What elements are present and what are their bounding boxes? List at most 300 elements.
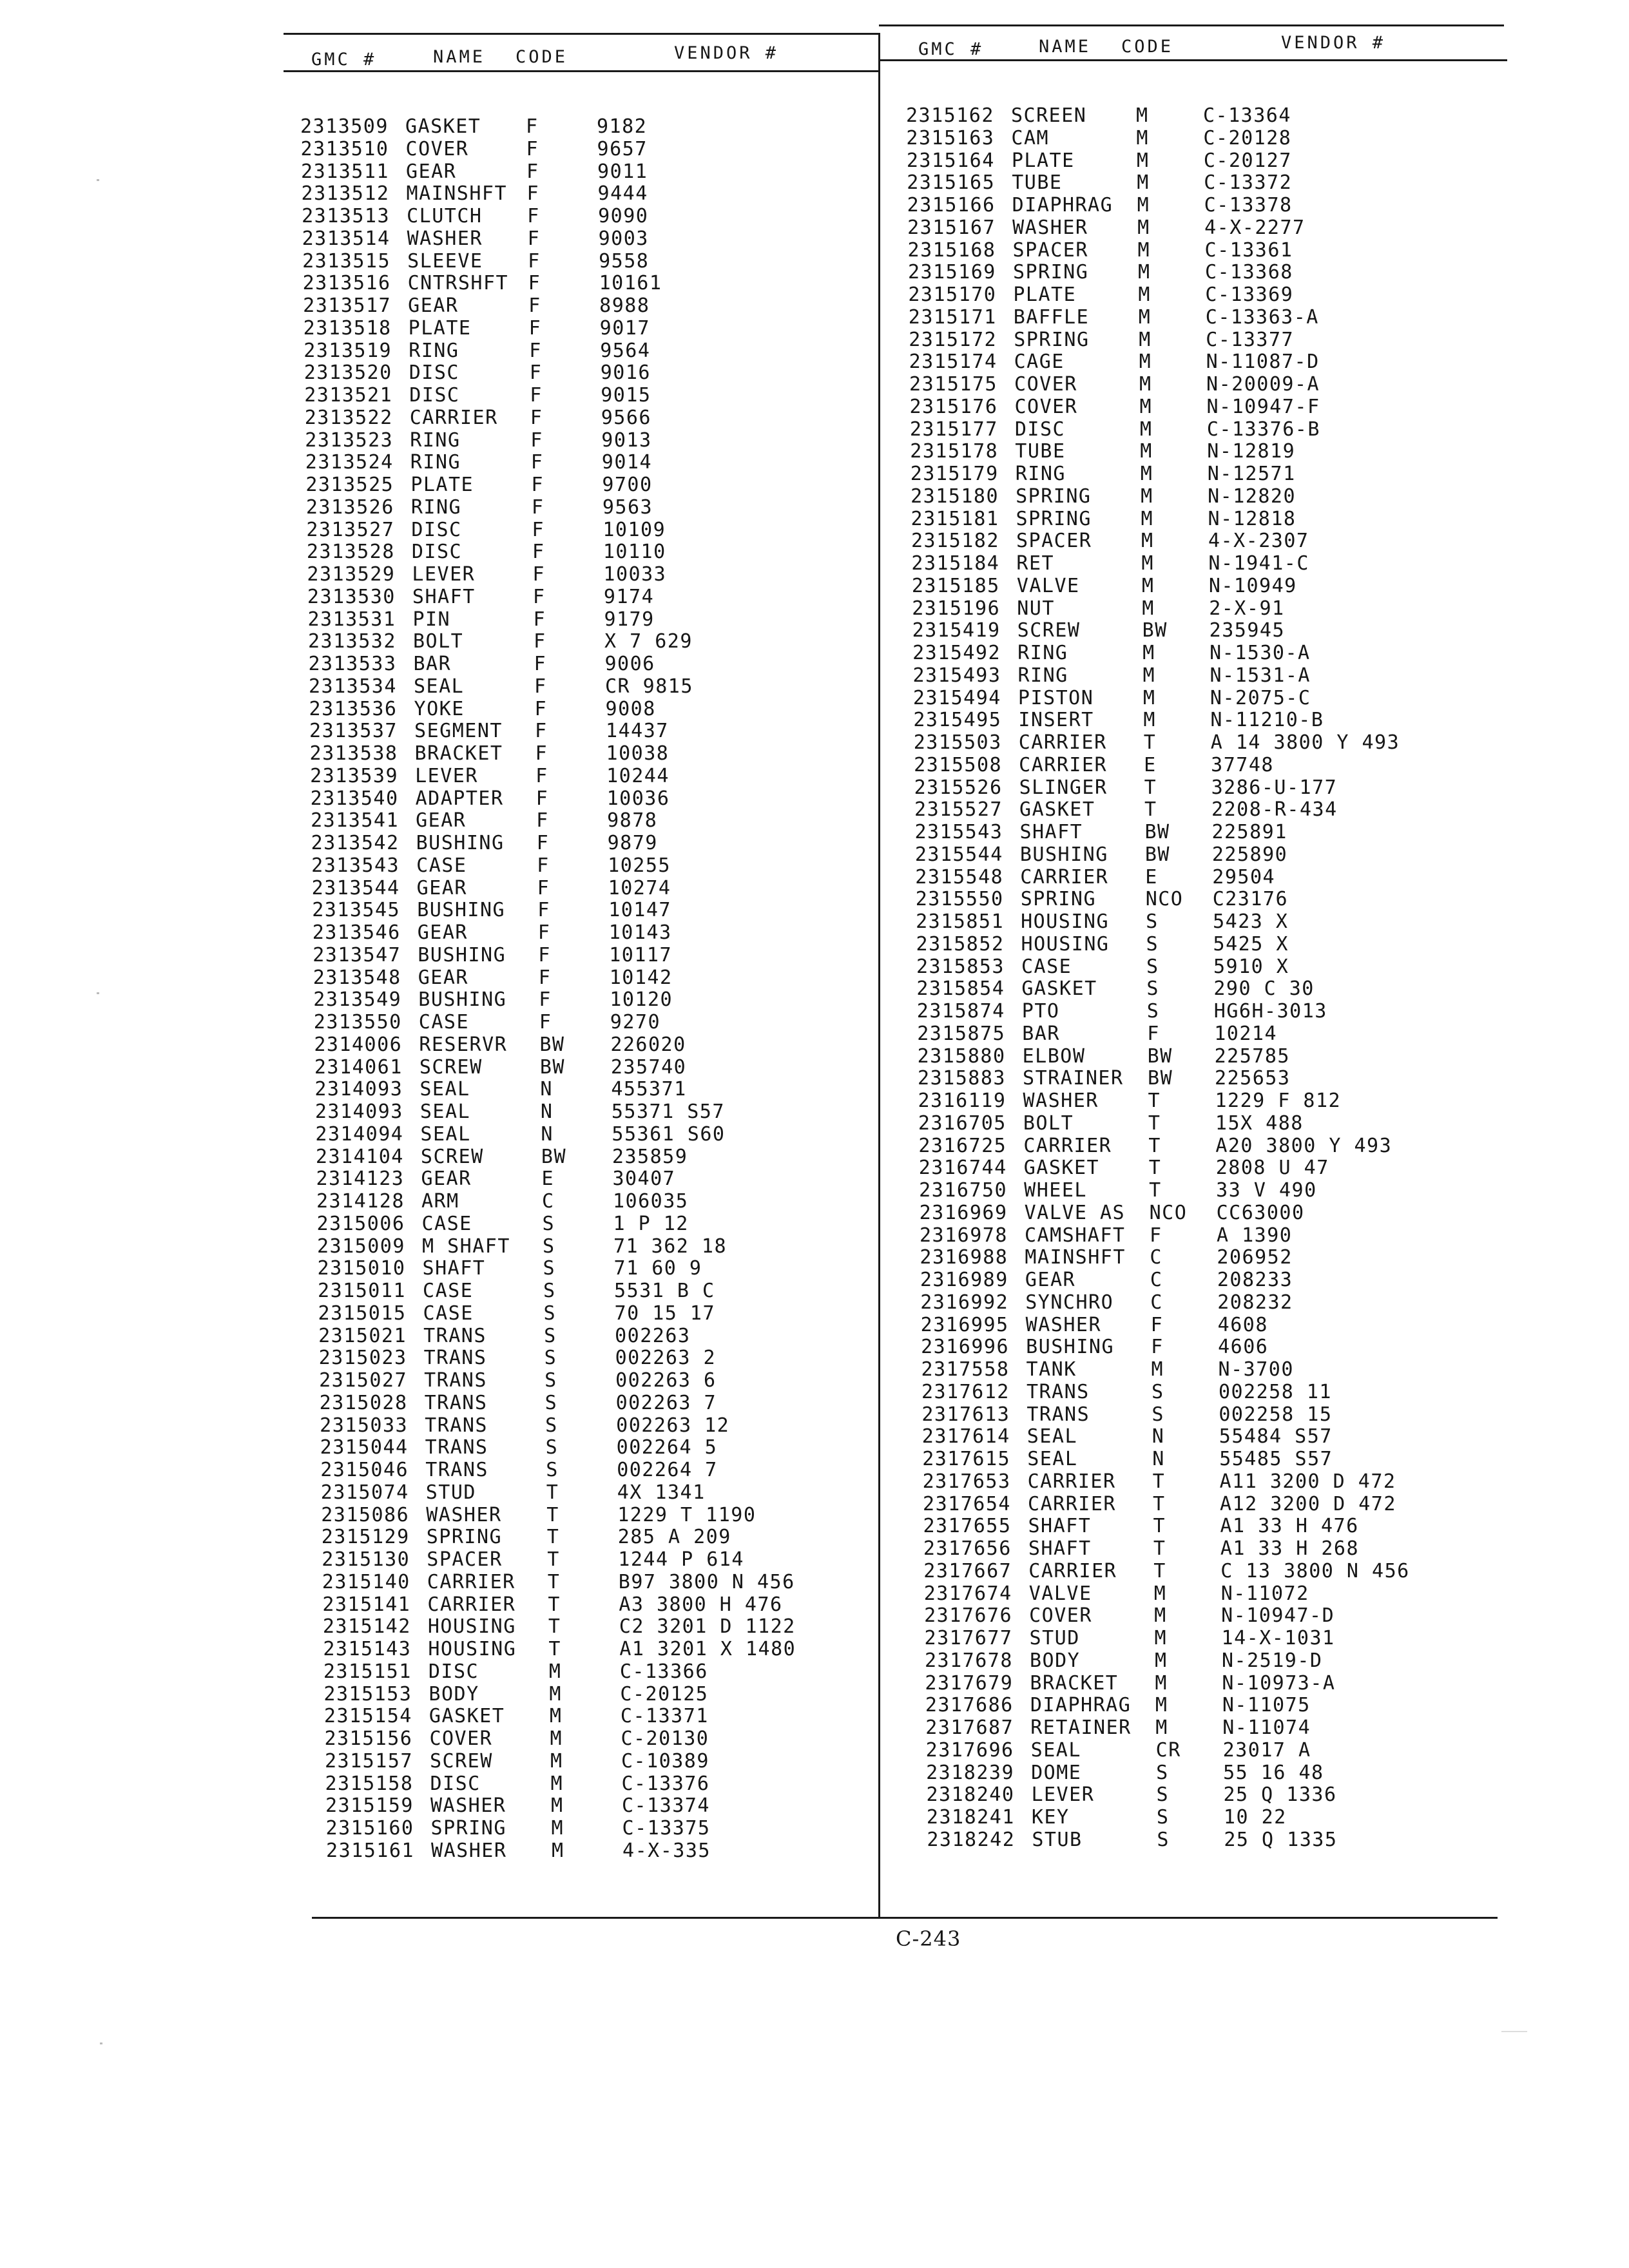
part-gmc: 2315140 — [322, 1570, 410, 1593]
part-code: M — [1139, 351, 1152, 374]
right-header-name: NAME — [1039, 37, 1092, 57]
part-vendor: N-3700 — [1218, 1358, 1294, 1381]
part-vendor: 10244 — [606, 764, 670, 787]
part-gmc: 2314104 — [315, 1145, 404, 1168]
part-name: GEAR — [416, 809, 467, 832]
part-code: C — [1150, 1291, 1163, 1314]
part-gmc: 2313529 — [307, 563, 396, 586]
part-vendor: 10255 — [608, 854, 671, 877]
part-code: M — [1136, 104, 1149, 127]
part-name: PIN — [412, 608, 451, 631]
part-code: S — [1152, 1403, 1164, 1426]
right-header-code: CODE — [1121, 37, 1174, 57]
part-vendor: 10110 — [602, 541, 666, 564]
part-name: DISC — [411, 541, 463, 564]
part-vendor: 1229 F 812 — [1215, 1090, 1342, 1112]
part-name: BUSHING — [1019, 843, 1108, 866]
part-vendor: N-11072 — [1220, 1582, 1309, 1605]
part-gmc: 2316969 — [919, 1201, 1008, 1224]
part-name: CARRIER — [409, 406, 498, 429]
part-code: M — [1151, 1358, 1164, 1381]
part-gmc: 2315508 — [914, 753, 1003, 776]
part-code: T — [546, 1503, 559, 1526]
part-gmc: 2315158 — [325, 1772, 414, 1795]
part-code: T — [1144, 798, 1157, 822]
part-vendor: C-13375 — [622, 1817, 711, 1840]
part-name: WASHER — [426, 1503, 502, 1526]
part-code: F — [538, 966, 552, 989]
part-gmc: 2315419 — [912, 619, 1001, 642]
part-vendor: 10142 — [609, 966, 673, 989]
part-gmc: 2315159 — [325, 1794, 414, 1818]
part-vendor: 29504 — [1212, 865, 1276, 889]
part-name: WASHER — [1023, 1090, 1099, 1112]
part-code: BW — [1148, 1067, 1173, 1090]
part-vendor: 002263 6 — [615, 1369, 717, 1392]
part-code: F — [527, 205, 540, 227]
part-name: STUD — [425, 1481, 476, 1504]
part-name: SPRING — [1012, 261, 1089, 284]
part-vendor: 55361 S60 — [612, 1122, 726, 1146]
part-code: F — [535, 742, 548, 765]
part-name: RETAINER — [1030, 1716, 1132, 1739]
part-gmc: 2316750 — [919, 1179, 1008, 1202]
part-code: F — [535, 764, 548, 787]
part-gmc: 2317687 — [925, 1716, 1014, 1739]
part-name: SEAL — [419, 1078, 470, 1101]
part-name: CAGE — [1014, 351, 1065, 374]
part-code: M — [548, 1660, 562, 1683]
part-name: RET — [1016, 552, 1055, 575]
part-gmc: 2313509 — [300, 115, 389, 138]
part-code: T — [548, 1638, 561, 1660]
part-vendor: 9014 — [601, 451, 653, 474]
part-gmc: 2315548 — [915, 865, 1004, 889]
part-code: M — [1137, 216, 1150, 239]
part-name: PLATE — [1013, 284, 1077, 306]
part-gmc: 2315015 — [318, 1302, 407, 1325]
part-vendor: A1 33 H 268 — [1220, 1537, 1360, 1560]
part-vendor: N-10949 — [1208, 574, 1297, 597]
part-code: F — [539, 1011, 552, 1033]
part-name: SPRING — [1016, 485, 1092, 508]
part-code: F — [537, 854, 550, 877]
part-code: T — [1143, 731, 1157, 754]
part-code: M — [549, 1682, 562, 1706]
part-name: CASE — [418, 1011, 470, 1033]
part-gmc: 2313513 — [302, 205, 390, 227]
part-name: DIAPHRAG — [1012, 194, 1113, 216]
part-code: E — [1145, 865, 1158, 889]
part-vendor: A 14 3800 Y 493 — [1210, 731, 1400, 754]
part-name: BUSHING — [418, 943, 506, 966]
part-code: N — [540, 1078, 553, 1101]
part-vendor: C-13376-B — [1206, 418, 1320, 441]
part-gmc: 2315168 — [907, 238, 996, 262]
part-gmc: 2313539 — [310, 764, 399, 787]
part-gmc: 2315880 — [917, 1044, 1006, 1068]
part-vendor: N-12819 — [1207, 440, 1296, 463]
part-vendor: C-13376 — [621, 1772, 710, 1795]
part-gmc: 2313527 — [306, 518, 395, 541]
part-code: BW — [539, 1055, 565, 1079]
part-code: M — [1155, 1716, 1168, 1739]
part-code: F — [1150, 1313, 1164, 1336]
part-gmc: 2315174 — [909, 351, 998, 374]
part-name: SPRING — [430, 1817, 506, 1840]
part-name: TRANS — [1027, 1403, 1090, 1426]
part-code: T — [548, 1593, 561, 1616]
part-code: F — [526, 115, 539, 138]
part-code: F — [536, 832, 550, 854]
part-code: M — [550, 1749, 563, 1773]
part-gmc: 2315129 — [321, 1526, 410, 1549]
part-vendor: 9008 — [605, 697, 656, 720]
part-vendor: 9444 — [597, 182, 648, 206]
part-vendor: N-20009-A — [1206, 373, 1320, 396]
part-vendor: 9563 — [602, 495, 653, 519]
part-gmc: 2318240 — [926, 1783, 1015, 1807]
part-name: DOME — [1031, 1761, 1082, 1784]
part-gmc: 2315157 — [324, 1749, 413, 1773]
part-name: CASE — [416, 854, 467, 877]
part-vendor: 10143 — [608, 921, 672, 944]
part-vendor: 4X 1341 — [617, 1481, 706, 1504]
part-name: COVER — [429, 1727, 493, 1750]
scan-speck — [97, 992, 99, 994]
part-vendor: 9016 — [600, 361, 651, 385]
part-code: M — [1136, 149, 1150, 172]
part-gmc: 2315495 — [913, 709, 1002, 732]
part-code: M — [550, 1727, 563, 1750]
part-gmc: 2315544 — [914, 843, 1003, 866]
part-gmc: 2313548 — [313, 966, 401, 989]
part-gmc: 2315854 — [916, 977, 1005, 1001]
part-gmc: 2315527 — [914, 798, 1003, 822]
part-vendor: 5531 B C — [614, 1280, 715, 1302]
part-gmc: 2316988 — [920, 1246, 1008, 1269]
part-name: VALVE — [1028, 1582, 1092, 1605]
part-code: NCO — [1149, 1201, 1188, 1224]
part-code: M — [1136, 126, 1149, 149]
part-name: PLATE — [408, 316, 472, 340]
part-gmc: 2313523 — [305, 428, 394, 452]
part-name: BOLT — [412, 630, 464, 653]
part-name: CARRIER — [1028, 1559, 1117, 1582]
part-gmc: 2314094 — [315, 1122, 404, 1146]
part-vendor: 9700 — [602, 474, 653, 496]
part-vendor: 5423 X — [1213, 910, 1289, 933]
part-code: S — [1151, 1380, 1164, 1403]
part-code: T — [1148, 1111, 1161, 1135]
part-vendor: 225890 — [1211, 843, 1288, 866]
part-gmc: 2315046 — [320, 1459, 409, 1481]
part-code: CR — [1155, 1738, 1181, 1762]
part-code: M — [1155, 1694, 1168, 1717]
left-header-vendor: VENDOR # — [674, 43, 779, 63]
part-name: GASKET — [405, 115, 481, 138]
part-gmc: 2313516 — [302, 272, 391, 295]
part-name: HOUSING — [1021, 932, 1110, 956]
part-code: F — [530, 451, 544, 474]
part-gmc: 2313542 — [311, 832, 400, 854]
part-code: S — [1146, 932, 1159, 956]
part-name: GASKET — [1021, 977, 1097, 1001]
part-code: S — [1146, 910, 1159, 933]
part-vendor: 9558 — [599, 249, 650, 273]
part-name: M SHAFT — [422, 1235, 510, 1258]
part-vendor: 4-X-335 — [622, 1839, 711, 1862]
part-gmc: 2315176 — [909, 395, 998, 418]
part-code: S — [546, 1459, 559, 1481]
part-name: CAM — [1011, 126, 1050, 149]
part-vendor: 55371 S57 — [611, 1100, 725, 1123]
part-name: DIAPHRAG — [1030, 1694, 1132, 1717]
part-name: HOUSING — [428, 1638, 517, 1660]
part-name: WASHER — [407, 227, 483, 250]
part-name: PISTON — [1017, 686, 1094, 709]
part-code: F — [533, 630, 546, 653]
part-code: F — [526, 182, 540, 206]
part-gmc: 2313538 — [309, 742, 398, 765]
part-code: M — [1154, 1627, 1168, 1649]
part-vendor: 10038 — [606, 742, 670, 765]
part-code: S — [543, 1302, 557, 1325]
part-vendor: 235740 — [610, 1055, 687, 1079]
part-code: F — [1151, 1336, 1164, 1359]
part-vendor: 225785 — [1214, 1044, 1290, 1068]
part-name: MAINSHFT — [1025, 1246, 1126, 1269]
part-code: M — [1137, 238, 1151, 262]
part-vendor: N-12571 — [1207, 463, 1296, 485]
part-name: TRANS — [424, 1391, 488, 1414]
part-gmc: 2313534 — [309, 675, 397, 698]
part-vendor: 25 Q 1335 — [1224, 1828, 1338, 1851]
part-gmc: 2317654 — [923, 1492, 1011, 1515]
part-code: S — [1156, 1806, 1170, 1829]
part-vendor: 002263 2 — [615, 1347, 717, 1370]
part-gmc: 2313528 — [306, 541, 395, 564]
scan-speck — [1501, 2031, 1527, 2032]
part-vendor: 25 Q 1336 — [1223, 1783, 1337, 1807]
part-name: BUSHING — [418, 988, 507, 1012]
part-vendor: 70 15 17 — [614, 1302, 716, 1325]
part-gmc: 2313525 — [305, 474, 394, 496]
part-name: DISC — [409, 384, 460, 407]
part-vendor: C-13378 — [1204, 194, 1293, 216]
part-code: M — [1137, 261, 1151, 284]
part-code: S — [1157, 1828, 1170, 1851]
part-gmc: 2315130 — [322, 1548, 410, 1571]
part-gmc: 2316725 — [918, 1134, 1007, 1157]
part-code: F — [534, 697, 548, 720]
part-name: BOLT — [1023, 1111, 1074, 1135]
part-gmc: 2315503 — [913, 731, 1002, 754]
part-code: T — [547, 1548, 560, 1571]
part-name: LEVER — [412, 563, 476, 586]
part-code: M — [1140, 440, 1153, 463]
part-code: M — [1154, 1649, 1168, 1672]
part-name: SCREW — [420, 1145, 484, 1168]
part-vendor: N-11210-B — [1210, 709, 1324, 732]
part-vendor: 5910 X — [1213, 955, 1289, 978]
part-name: GASKET — [1023, 1157, 1100, 1180]
part-code: S — [1146, 1000, 1160, 1023]
part-vendor: N-11087-D — [1206, 351, 1320, 374]
part-vendor: 002258 15 — [1219, 1403, 1333, 1426]
part-vendor: N-10973-A — [1222, 1671, 1336, 1695]
part-code: M — [1142, 597, 1155, 620]
part-vendor: C-13374 — [622, 1794, 710, 1818]
part-name: COVER — [1014, 373, 1077, 396]
part-vendor: 9017 — [599, 316, 650, 340]
part-name: BRACKET — [1030, 1671, 1119, 1695]
part-vendor: 2-X-91 — [1209, 597, 1285, 620]
part-gmc: 2315162 — [906, 104, 994, 127]
part-vendor: 10147 — [608, 899, 671, 922]
part-code: T — [1152, 1470, 1166, 1493]
part-code: N — [1152, 1448, 1165, 1470]
part-vendor: 10036 — [606, 787, 670, 810]
part-gmc: 2315163 — [906, 126, 995, 149]
part-name: WASHER — [430, 1794, 506, 1818]
part-name: CASE — [423, 1280, 474, 1302]
part-code: F — [1147, 1022, 1160, 1045]
part-gmc: 2315151 — [323, 1660, 412, 1683]
part-code: E — [541, 1168, 554, 1191]
part-gmc: 2313518 — [303, 316, 392, 340]
part-vendor: A1 3201 X 1480 — [619, 1638, 796, 1660]
part-name: SEAL — [1027, 1448, 1078, 1470]
part-gmc: 2313510 — [300, 137, 389, 160]
part-code: BW — [1142, 619, 1168, 642]
part-vendor: C-13377 — [1206, 328, 1295, 351]
part-vendor: 225891 — [1211, 821, 1287, 843]
part-vendor: 30407 — [612, 1168, 676, 1191]
part-code: M — [1137, 171, 1150, 195]
part-code: M — [1153, 1582, 1167, 1605]
left-header-code: CODE — [516, 47, 568, 67]
part-name: LEVER — [1031, 1783, 1095, 1807]
part-gmc: 2313512 — [301, 182, 390, 206]
part-vendor: 1 P 12 — [613, 1212, 689, 1235]
part-name: STUD — [1029, 1627, 1080, 1649]
part-vendor: 208233 — [1217, 1269, 1293, 1291]
part-code: F — [529, 339, 542, 362]
part-gmc: 2316744 — [918, 1157, 1007, 1180]
part-vendor: A20 3800 Y 493 — [1215, 1134, 1393, 1157]
part-name: YOKE — [414, 697, 465, 720]
part-code: F — [533, 608, 546, 631]
part-vendor: 55 16 48 — [1223, 1761, 1324, 1784]
part-code: F — [532, 585, 546, 608]
part-gmc: 2315033 — [320, 1414, 409, 1437]
part-code: F — [530, 428, 543, 452]
part-gmc: 2317558 — [921, 1358, 1010, 1381]
part-name: LEVER — [415, 764, 478, 787]
part-gmc: 2315165 — [907, 171, 996, 195]
part-name: BRACKET — [414, 742, 503, 765]
part-name: WASHER — [1012, 216, 1088, 239]
part-code: F — [528, 249, 541, 273]
part-vendor: 10120 — [610, 988, 673, 1012]
part-vendor: 002263 — [615, 1324, 691, 1347]
part-name: SPRING — [1016, 507, 1092, 530]
part-code: M — [552, 1839, 564, 1862]
part-vendor: C-13364 — [1203, 104, 1291, 127]
part-gmc: 2315143 — [323, 1638, 412, 1660]
part-gmc: 2313521 — [304, 384, 393, 407]
part-vendor: 106035 — [612, 1190, 689, 1213]
part-gmc: 2315182 — [911, 530, 999, 553]
scan-speck — [97, 179, 99, 181]
part-vendor: 9270 — [610, 1011, 661, 1033]
part-code: S — [1146, 977, 1159, 1001]
part-vendor: 9564 — [600, 339, 651, 362]
part-vendor: 4-X-2277 — [1204, 216, 1306, 239]
part-gmc: 2315023 — [318, 1347, 407, 1370]
part-name: BAR — [1022, 1022, 1060, 1045]
part-code: F — [530, 384, 543, 407]
part-gmc: 2318242 — [927, 1828, 1016, 1851]
part-code: S — [545, 1414, 558, 1437]
part-vendor: 71 60 9 — [613, 1257, 702, 1280]
part-code: F — [530, 406, 543, 429]
part-vendor: 10161 — [599, 272, 662, 295]
part-vendor: N-1530-A — [1210, 642, 1311, 664]
part-name: RING — [410, 495, 462, 519]
part-gmc: 2315028 — [319, 1391, 408, 1414]
part-name: SPRING — [1020, 888, 1097, 911]
part-gmc: 2317677 — [924, 1627, 1013, 1649]
part-gmc: 2317653 — [922, 1470, 1011, 1493]
column-divider — [878, 33, 880, 1917]
part-gmc: 2314128 — [316, 1190, 405, 1213]
part-vendor: A1 33 H 476 — [1220, 1515, 1359, 1538]
part-gmc: 2315177 — [909, 418, 998, 441]
part-gmc: 2316705 — [918, 1111, 1007, 1135]
part-name: INSERT — [1018, 709, 1094, 732]
part-name: BODY — [429, 1682, 479, 1706]
part-vendor: 002263 12 — [616, 1414, 730, 1437]
part-gmc: 2313526 — [305, 495, 394, 519]
part-vendor: X 7 629 — [604, 630, 693, 653]
part-vendor: C-13361 — [1204, 238, 1293, 262]
part-gmc: 2315169 — [907, 261, 996, 284]
part-vendor: C 13 3800 N 456 — [1220, 1559, 1410, 1582]
part-vendor: 10214 — [1214, 1022, 1278, 1045]
part-name: CARRIER — [1028, 1492, 1116, 1515]
part-gmc: 2315167 — [907, 216, 996, 239]
part-code: N — [1152, 1425, 1165, 1448]
part-gmc: 2315883 — [918, 1067, 1006, 1090]
part-code: M — [1139, 395, 1153, 418]
part-name: CASE — [423, 1302, 474, 1325]
part-gmc: 2315154 — [323, 1705, 412, 1728]
part-code: M — [1138, 284, 1151, 306]
part-vendor: 9879 — [607, 832, 658, 854]
part-vendor: 208232 — [1217, 1291, 1293, 1314]
part-name: BUSHING — [416, 832, 505, 854]
part-vendor: 9182 — [597, 115, 648, 138]
part-vendor: 8988 — [599, 294, 650, 317]
part-code: M — [1142, 686, 1156, 709]
part-code: T — [1153, 1492, 1166, 1515]
part-gmc: 2316995 — [920, 1313, 1009, 1336]
part-gmc: 2315852 — [916, 932, 1005, 956]
part-name: GEAR — [408, 294, 459, 317]
part-vendor: A 1390 — [1217, 1224, 1293, 1247]
